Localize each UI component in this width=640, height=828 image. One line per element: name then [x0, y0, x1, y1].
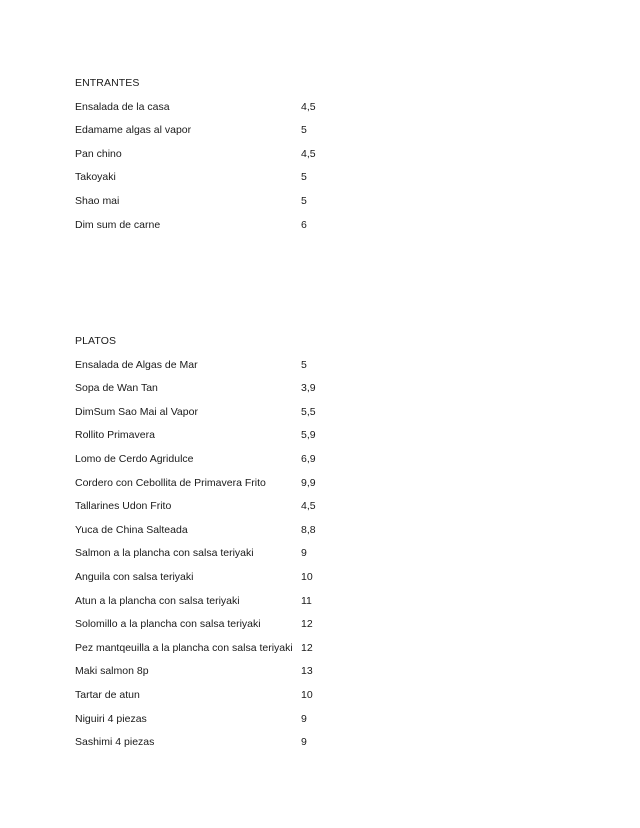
- section-entrantes: [75, 76, 375, 241]
- menu-item: [75, 358, 375, 382]
- item-price: 9: [301, 736, 307, 749]
- item-price: 12: [301, 641, 313, 654]
- item-price: 5,5: [301, 405, 316, 418]
- item-name: Lomo de Cerdo Agridulce: [75, 452, 194, 465]
- item-name: Maki salmon 8p: [75, 665, 149, 678]
- section-title-platos: PLATOS: [75, 335, 117, 347]
- menu-item: [75, 194, 375, 218]
- item-name: Pez mantqeuilla a la plancha con salsa teriyaki: [75, 641, 293, 654]
- item-price: 10: [301, 570, 313, 583]
- item-price: 11: [301, 594, 312, 607]
- menu-item: [75, 170, 375, 194]
- item-name: Shao mai: [75, 194, 120, 207]
- menu-item: [75, 147, 375, 171]
- item-price: 9,9: [301, 476, 316, 489]
- item-price: 6,9: [301, 452, 316, 465]
- menu-item: [75, 735, 375, 759]
- menu-item: [75, 594, 375, 618]
- item-price: 13: [301, 665, 313, 678]
- item-name: Cordero con Cebollita de Primavera Frito: [75, 476, 266, 489]
- item-price: 4,5: [301, 100, 316, 113]
- item-name: DimSum Sao Mai al Vapor: [75, 405, 198, 418]
- item-name: Niguiri 4 piezas: [75, 712, 147, 725]
- item-price: 4,5: [301, 147, 316, 160]
- entrantes-list: [75, 100, 375, 242]
- menu-item: [75, 523, 375, 547]
- item-price: 9: [301, 712, 307, 725]
- item-price: 3,9: [301, 382, 316, 395]
- menu-item: [75, 476, 375, 500]
- item-price: 5,9: [301, 429, 316, 442]
- item-name: Ensalada de Algas de Mar: [75, 358, 198, 371]
- item-name: Sashimi 4 piezas: [75, 736, 155, 749]
- item-name: Salmon a la plancha con salsa teriyaki: [75, 547, 254, 560]
- item-name: Atun a la plancha con salsa teriyaki: [75, 594, 240, 607]
- item-price: 5: [301, 171, 307, 184]
- menu-item: [75, 664, 375, 688]
- item-name: Solomillo a la plancha con salsa teriyaki: [75, 618, 261, 631]
- item-price: 5: [301, 124, 307, 137]
- item-price: 12: [301, 618, 313, 631]
- menu-item: [75, 570, 375, 594]
- menu-item: [75, 546, 375, 570]
- item-price: 8,8: [301, 523, 316, 536]
- section-title-entrantes: ENTRANTES: [75, 77, 140, 89]
- item-price: 4,5: [301, 500, 316, 513]
- menu-item: [75, 617, 375, 641]
- menu-item: [75, 499, 375, 523]
- item-name: Pan chino: [75, 147, 122, 160]
- menu-item: [75, 405, 375, 429]
- section-platos: [75, 334, 375, 759]
- menu-item: [75, 100, 375, 124]
- item-name: Sopa de Wan Tan: [75, 382, 158, 395]
- menu-item: [75, 218, 375, 242]
- item-name: Tartar de atun: [75, 688, 140, 701]
- item-name: Tallarines Udon Frito: [75, 500, 172, 513]
- item-name: Edamame algas al vapor: [75, 124, 192, 137]
- menu-item: [75, 381, 375, 405]
- item-name: Ensalada de la casa: [75, 100, 170, 113]
- item-price: 6: [301, 218, 307, 231]
- item-name: Yuca de China Salteada: [75, 523, 188, 536]
- item-price: 9: [301, 547, 307, 560]
- menu-item: [75, 641, 375, 665]
- menu-item: [75, 712, 375, 736]
- item-price: 5: [301, 358, 307, 371]
- item-name: Anguila con salsa teriyaki: [75, 570, 194, 583]
- menu-item: [75, 428, 375, 452]
- item-name: Takoyaki: [75, 171, 116, 184]
- item-name: Rollito Primavera: [75, 429, 155, 442]
- platos-list: [75, 358, 375, 759]
- menu-item: [75, 123, 375, 147]
- item-price: 5: [301, 194, 307, 207]
- item-price: 10: [301, 688, 313, 701]
- item-name: Dim sum de carne: [75, 218, 161, 231]
- menu-item: [75, 688, 375, 712]
- menu-item: [75, 452, 375, 476]
